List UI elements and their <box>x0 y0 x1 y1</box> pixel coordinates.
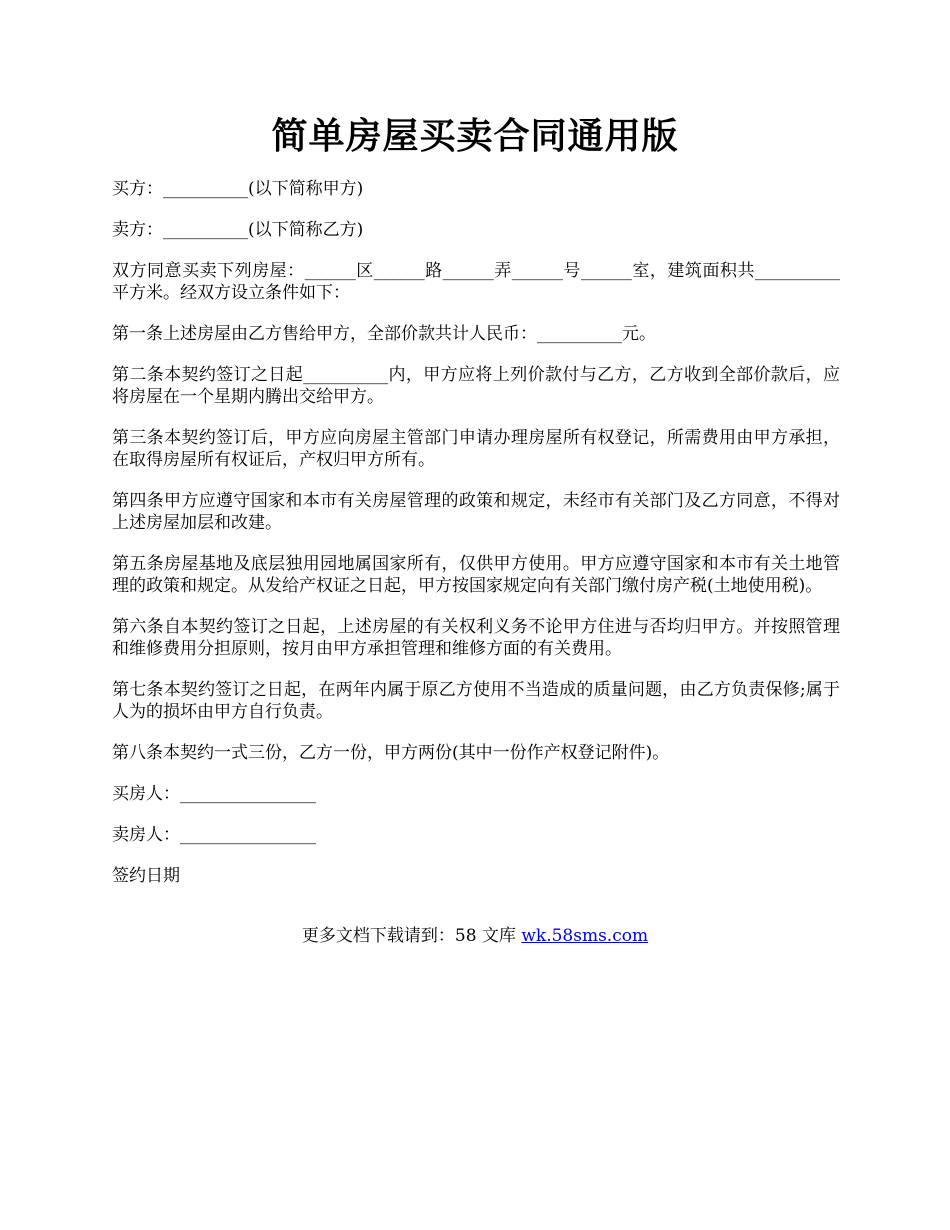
article-1: 第一条上述房屋由乙方售给甲方，全部价款共计人民币：__________元。 <box>112 324 656 344</box>
article-5: 第五条房屋基地及底层独用园地属国家所有，仅供甲方使用。甲方应遵守国家和本市有关土地管理的政策和规定。从发给产权证之日起，甲方按国家规定向有关部门缴付房产税(土地使用税)。 <box>112 554 840 596</box>
property-description: 双方同意买卖下列房屋：______区______路______弄______号______室，建筑面积共__________平方米。经双方设立条件如下： <box>112 261 840 303</box>
download-footer <box>0 924 950 948</box>
article-8: 第八条本契约一式三份，乙方一份，甲方两份(其中一份作产权登记附件)。 <box>112 743 670 763</box>
seller-signature-line: 卖房人：________________ <box>112 825 316 845</box>
signing-date-line: 签约日期 <box>112 866 180 886</box>
article-6: 第六条自本契约签订之日起，上述房屋的有关权利义务不论甲方住进与否均归甲方。并按照管理和维修费用分担原则，按月由甲方承担管理和维修方面的有关费用。 <box>112 617 840 659</box>
seller-line: 卖方：__________(以下简称乙方) <box>112 220 364 240</box>
article-2: 第二条本契约签订之日起__________内，甲方应将上列价款付与乙方，乙方收到全部价款后，应将房屋在一个星期内腾出交给甲方。 <box>112 365 840 407</box>
article-3: 第三条本契约签订后，甲方应向房屋主管部门申请办理房屋所有权登记，所需费用由甲方承担，在取得房屋所有权证后，产权归甲方所有。 <box>112 428 840 470</box>
article-4: 第四条甲方应遵守国家和本市有关房屋管理的政策和规定，未经市有关部门及乙方同意，不得对上述房屋加层和改建。 <box>112 491 840 533</box>
document-title: 简单房屋买卖合同通用版 <box>271 115 679 157</box>
article-7: 第七条本契约签订之日起，在两年内属于原乙方使用不当造成的质量问题，由乙方负责保修;属于人为的损坏由甲方自行负责。 <box>112 680 840 722</box>
footer-text: 更多文档下载请到：58 文库 <box>301 926 522 946</box>
buyer-signature-line: 买房人：________________ <box>112 784 316 804</box>
buyer-line: 买方：__________(以下简称甲方) <box>112 179 364 199</box>
footer-link[interactable]: wk.58sms.com <box>521 926 649 946</box>
document-body <box>112 178 840 906</box>
